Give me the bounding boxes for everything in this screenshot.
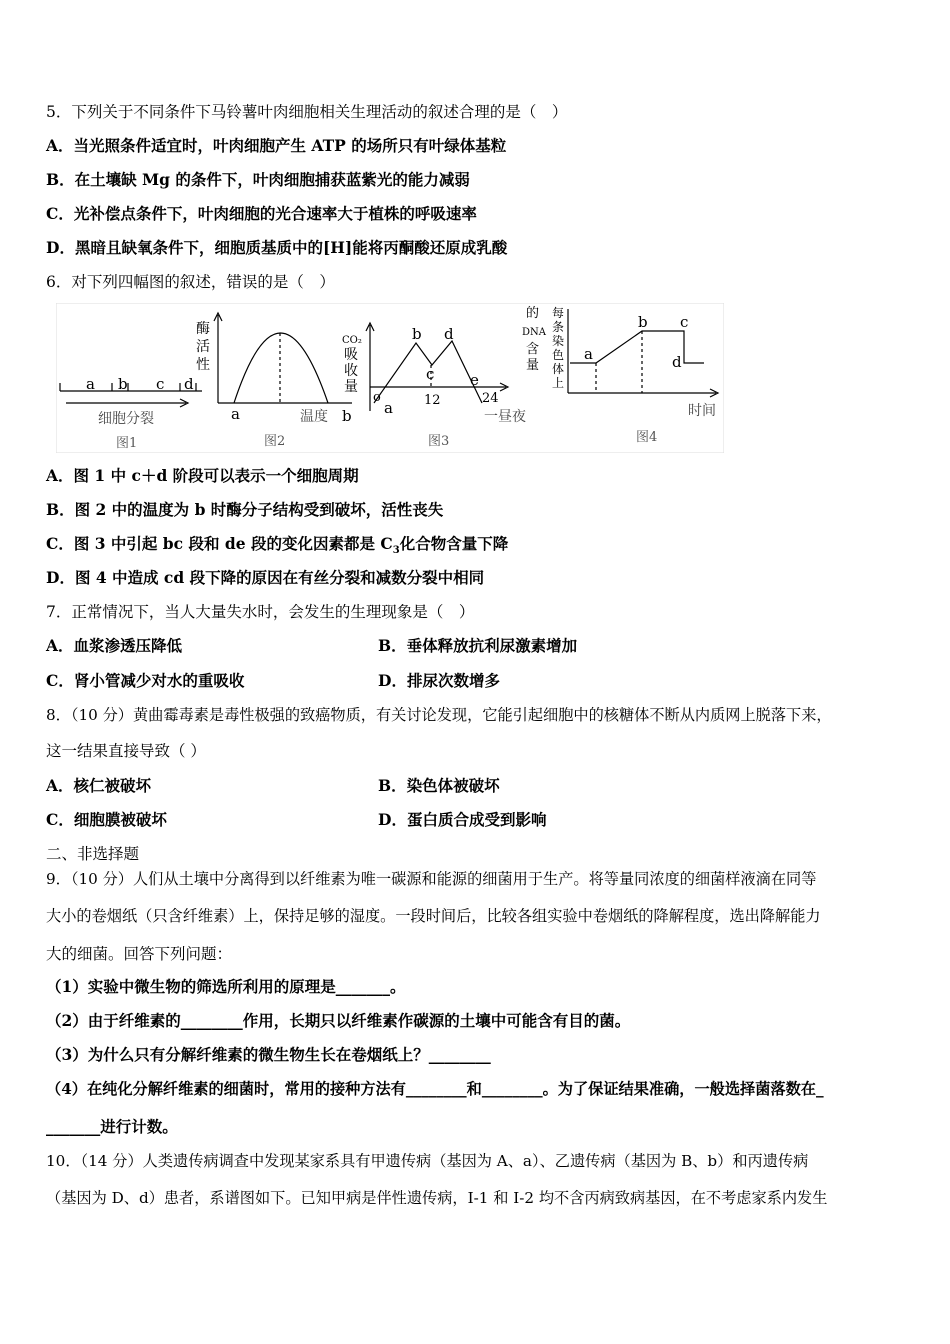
fig4-ylabel-right-5: 体 — [552, 362, 565, 376]
q7-option-b: B．垂体释放抗利尿激素增加 — [378, 636, 578, 655]
fig4-ylabel-right-3: 染 — [552, 334, 565, 348]
q10-line2: （基因为 D、d）患者，系谱图如下。已知甲病是伴性遗传病，I-1 和 I-2 均不含丙病致病基因，在不考虑家系内发生 — [46, 1189, 828, 1207]
q6-option-d: D．图 4 中造成 cd 段下降的原因在有丝分裂和减数分裂中相同 — [46, 568, 485, 587]
fig4-ylabel-left-4: 量 — [526, 358, 540, 373]
fig2-ylabel-3: 性 — [196, 357, 210, 373]
fig4-point-b: b — [638, 313, 648, 331]
fig4-ylabel-right-6: 上 — [552, 376, 565, 390]
fig3-tick-24: 24 — [482, 391, 499, 406]
fig4-point-c: c — [680, 313, 689, 331]
fig3-ylabel-2: 收 — [344, 363, 358, 379]
q8-option-b: B．染色体被破坏 — [378, 776, 500, 795]
fig3-caption: 图3 — [428, 434, 450, 449]
fig3-point-c: c — [426, 365, 435, 383]
q8-option-a: A．核仁被破坏 — [46, 776, 152, 795]
q6-option-c-pre: C．图 3 中引起 bc 段和 de 段的变化因素都是 C — [46, 534, 393, 553]
q5-option-d: D．黑暗且缺氧条件下，细胞质基质中的[H]能将丙酮酸还原成乳酸 — [46, 238, 508, 257]
q6-option-b: B．图 2 中的温度为 b 时酶分子结构受到破坏，活性丧失 — [46, 500, 444, 519]
fig3-tick-12: 12 — [424, 393, 441, 408]
q9-line1: 9．（10 分）人们从土壤中分离得到以纤维素为唯一碳源和能源的细菌用于生产。将等量同浓度的细菌样液滴在同等 — [46, 870, 817, 888]
q10-line1: 10．（14 分）人类遗传病调查中发现某家系具有甲遗传病（基因为 A、a）、乙遗传病（基因为 B、b）和丙遗传病 — [46, 1152, 809, 1170]
q7-stem: 7．正常情况下，当人大量失水时，会发生的生理现象是（ ） — [46, 603, 475, 621]
section-heading: 二、非选择题 — [46, 845, 140, 863]
fig4-ylabel-left-2: DNA — [522, 327, 546, 338]
q5-option-b: B．在土壤缺 Mg 的条件下，叶肉细胞捕获蓝紫光的能力减弱 — [46, 170, 470, 189]
fig1-label: 细胞分裂 — [98, 411, 154, 427]
q6-stem: 6．对下列四幅图的叙述，错误的是（ ） — [46, 273, 335, 291]
fig4-point-d: d — [672, 353, 682, 371]
fig3-point-b: b — [412, 325, 422, 343]
fig1-point-c: c — [156, 375, 165, 393]
fig2-point-a: a — [231, 405, 240, 423]
q6-option-c — [46, 534, 508, 561]
fig4-ylabel-right-2: 条 — [552, 320, 565, 334]
q7-option-a: A．血浆渗透压降低 — [46, 636, 183, 655]
q5-option-a: A．当光照条件适宜时，叶肉细胞产生 ATP 的场所只有叶绿体基粒 — [46, 136, 507, 155]
q9-part2: （2）由于纤维素的________作用，长期只以纤维素作碳源的土壤中可能含有目的菌。 — [46, 1011, 631, 1030]
q8-option-c: C．细胞膜被破坏 — [46, 810, 167, 829]
fig3-point-e: e — [470, 371, 479, 389]
fig3-point-a: a — [384, 399, 393, 417]
fig4-caption: 图4 — [636, 430, 658, 445]
fig4-ylabel-right-1: 每 — [552, 306, 565, 320]
fig1-point-d: d — [184, 375, 194, 393]
fig4-ylabel-right-4: 色 — [552, 348, 565, 362]
q6-figure — [56, 303, 724, 453]
fig3-ylabel-3: 量 — [344, 379, 358, 395]
fig1-point-b: b — [118, 375, 128, 393]
q9-line3: 大的细菌。回答下列问题： — [46, 945, 233, 963]
q7-option-c: C．肾小管减少对水的重吸收 — [46, 671, 245, 690]
q5-option-c: C．光补偿点条件下，叶肉细胞的光合速率大于植株的呼吸速率 — [46, 204, 477, 223]
q6-option-c-sub: 3 — [392, 545, 400, 557]
q5-stem: 5．下列关于不同条件下马铃薯叶肉细胞相关生理活动的叙述合理的是（ ） — [46, 103, 568, 121]
fig2-xlabel: 温度 — [300, 409, 328, 425]
fig2-caption: 图2 — [264, 434, 286, 449]
fig1-point-a: a — [86, 375, 95, 393]
q9-part3: （3）为什么只有分解纤维素的微生物生长在卷烟纸上？________ — [46, 1045, 491, 1064]
q7-option-d: D．排尿次数增多 — [378, 671, 500, 690]
fig4-xlabel: 时间 — [688, 403, 716, 419]
fig1-caption: 图1 — [116, 436, 138, 451]
q9-part1: （1）实验中微生物的筛选所利用的原理是_______。 — [46, 977, 406, 996]
fig3-point-o: o — [373, 390, 381, 405]
fig4-point-a: a — [584, 345, 593, 363]
fig2-ylabel-1: 酶 — [196, 321, 210, 337]
q9-part5: _______进行计数。 — [46, 1117, 178, 1136]
fig4-ylabel-left-3: 含 — [526, 342, 540, 357]
fig3-ylabel-1: 吸 — [344, 347, 358, 363]
fig4-ylabel-left-1: 的 — [526, 306, 540, 321]
fig2-point-b: b — [342, 407, 352, 425]
q9-part4: （4）在纯化分解纤维素的细菌时，常用的接种方法有________和________。为了保证结果准确，一般选择菌落数在_ — [46, 1080, 824, 1098]
q8-option-d: D．蛋白质合成受到影响 — [378, 810, 547, 829]
fig3-xlabel: 一昼夜 — [484, 409, 526, 425]
q6-option-c-post: 化合物含量下降 — [399, 534, 509, 553]
fig2-ylabel-2: 活 — [196, 339, 210, 355]
q8-stem-line1: 8．（10 分）黄曲霉毒素是毒性极强的致癌物质，有关讨论发现，它能引起细胞中的核糖体不断从内质网上脱落下来， — [46, 706, 832, 724]
fig3-point-d: d — [444, 325, 454, 343]
fig3-co2: CO₂ — [342, 335, 362, 346]
q8-stem-line2: 这一结果直接导致（ ） — [46, 742, 206, 760]
q9-line2: 大小的卷烟纸（只含纤维素）上，保持足够的湿度。一段时间后，比较各组实验中卷烟纸的降解程度，选出降解能力 — [46, 907, 821, 925]
q6-option-a: A．图 1 中 c＋d 阶段可以表示一个细胞周期 — [46, 466, 359, 485]
